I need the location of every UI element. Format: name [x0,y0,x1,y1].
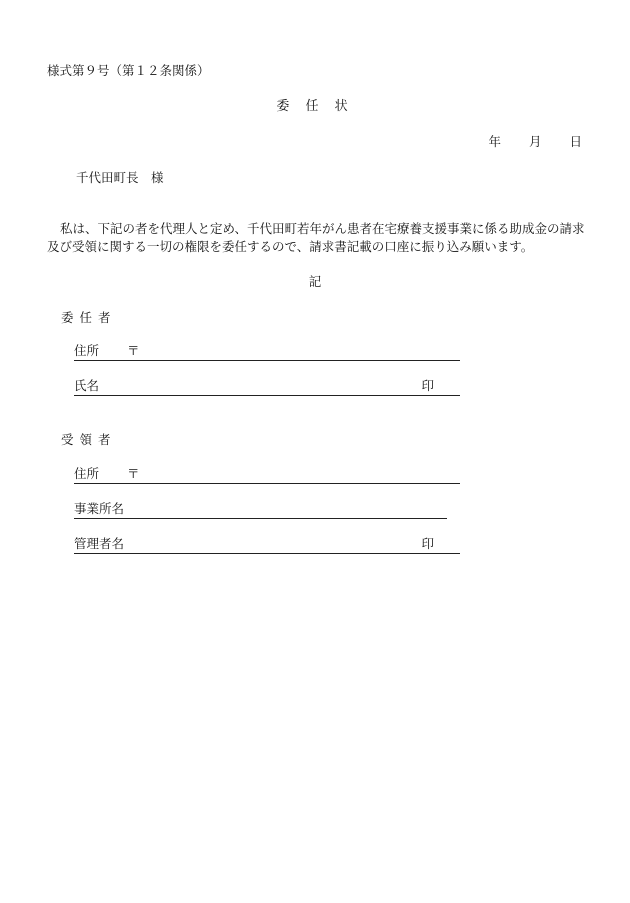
delegator-name-field[interactable] [74,377,460,396]
delegator-address-label: 住所 [74,343,100,358]
date-line [488,134,582,150]
recipient-postal-mark: 〒 [127,466,140,481]
recipient-heading: 受領者 [61,432,117,447]
delegator-postal-mark: 〒 [127,343,140,358]
addressee: 千代田町長 様 [76,170,164,185]
delegator-seal-mark: 印 [421,378,434,393]
delegator-name-label: 氏名 [74,378,100,393]
recipient-manager-label: 管理者名 [74,536,125,551]
recipient-office-label: 事業所名 [74,501,125,516]
form-number: 様式第９号（第１２条関係） [47,63,210,78]
ki-heading: 記 [308,274,322,289]
date-month: 月 [528,134,542,149]
delegator-heading: 委任者 [61,310,117,325]
document-title: 委 任 状 [276,99,354,114]
delegator-address-field[interactable] [74,342,460,361]
body-paragraph: 私は、下記の者を代理人と定め、千代田町若年がん患者在宅療養支援事業に係る助成金の請求及び受領に関する一切の権限を委任するので、請求書記載の口座に振り込み願います。 [47,221,585,254]
date-day: 日 [569,134,582,149]
recipient-manager-field[interactable] [74,535,460,554]
date-year: 年 [488,134,501,149]
recipient-seal-mark: 印 [421,536,434,551]
recipient-address-field[interactable] [74,465,460,484]
recipient-address-label: 住所 [74,466,100,481]
recipient-office-field[interactable] [74,500,447,519]
